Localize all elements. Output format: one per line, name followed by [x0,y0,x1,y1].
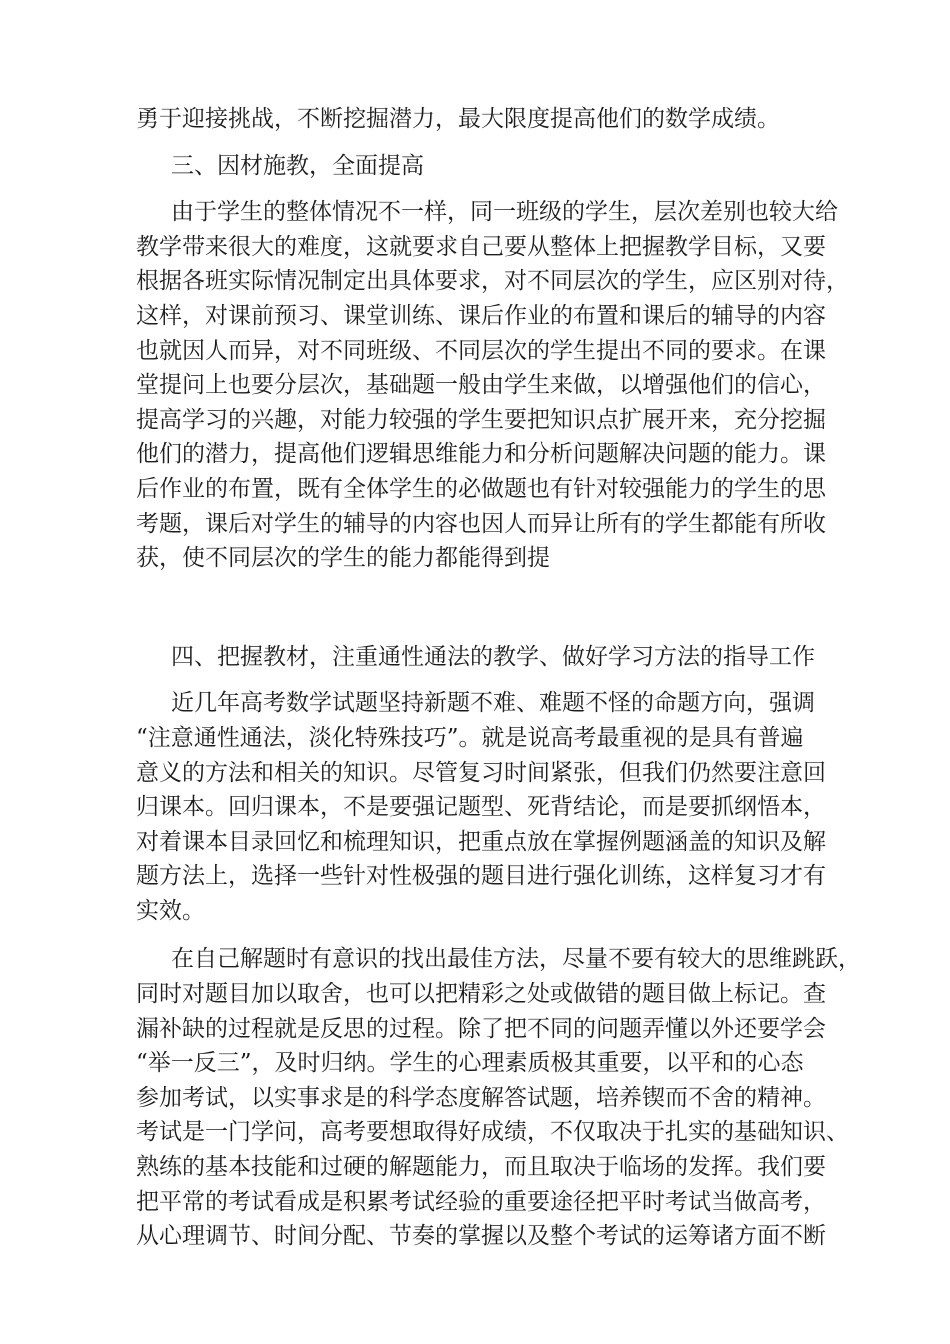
text-line: 参加考试，以实事求是的科学态度解答试题，培养锲而不舍的精神。 [136,1084,826,1111]
text-line: 把平常的考试看成是积累考试经验的重要途径把平时考试当做高考， [136,1188,826,1215]
text-line: 这样，对课前预习、课堂训练、课后作业的布置和课后的辅导的内容 [136,302,826,329]
text-line: 同时对题目加以取舍，也可以把精彩之处或做错的题目做上标记。查 [136,981,826,1008]
text-line: 教学带来很大的难度，这就要求自己要从整体上把握教学目标，又要 [136,233,826,260]
text-line: 在自己解题时有意识的找出最佳方法，尽量不要有较大的思维跳跃， [171,946,861,973]
document-body [136,102,861,1254]
paragraph-4 [136,686,826,928]
text-line: 熟练的基本技能和过硬的解题能力，而且取决于临场的发挥。我们要 [136,1154,826,1181]
text-line: 近几年高考数学试题坚持新题不难、难题不怪的命题方向，强调 [171,690,815,717]
text-line: 由于学生的整体情况不一样，同一班级的学生，层次差别也较大给 [171,199,838,226]
text-line: 获，使不同层次的学生的能力都能得到提 [136,545,550,572]
text-line: 题方法上，选择一些针对性极强的题目进行强化训练，这样复习才有 [136,863,826,890]
text-line: 考题，课后对学生的辅导的内容也因人而异让所有的学生都能有所收 [136,510,826,537]
text-line: 归课本。回归课本，不是要强记题型、死背结论，而是要抓纲悟本， [136,794,826,821]
heading-text: 四、把握教材，注重通性通法的教学、做好学习方法的指导工作 [171,643,815,670]
text-line: “举一反三”，及时归纳。学生的心理素质极其重要，以平和的心态 [136,1050,804,1077]
section-heading-3 [136,149,826,184]
text-line: 意义的方法和相关的知识。尽管复习时间紧张，但我们仍然要注意回 [136,759,826,786]
text-line: 他们的潜力，提高他们逻辑思维能力和分析问题解决问题的能力。课 [136,441,826,468]
text-line: 实效。 [136,897,205,924]
section-heading-4 [136,640,826,675]
paragraph-5 [136,942,861,1253]
text-line: 对着课本目录回忆和梳理知识，把重点放在掌握例题涵盖的知识及解 [136,828,826,855]
text-line: 漏补缺的过程就是反思的过程。除了把不同的问题弄懂以外还要学会 [136,1015,826,1042]
text-line: 后作业的布置，既有全体学生的必做题也有针对较强能力的学生的思 [136,475,826,502]
paragraph-intro [136,102,826,137]
text-line: 提高学习的兴趣，对能力较强的学生要把知识点扩展开来，充分挖掘 [136,406,826,433]
heading-text: 三、因材施教，全面提高 [171,152,424,179]
text-line: “注意通性通法，淡化特殊技巧”。就是说高考最重视的是具有普遍 [136,724,804,751]
paragraph-3 [136,195,849,576]
text-line: 根据各班实际情况制定出具体要求，对不同层次的学生，应区别对待， [136,268,849,295]
text-line: 勇于迎接挑战，不断挖掘潜力，最大限度提高他们的数学成绩。 [136,106,780,132]
text-line: 考试是一门学问，高考要想取得好成绩，不仅取决于扎实的基础知识、 [136,1119,849,1146]
text-line: 堂提问上也要分层次，基础题一般由学生来做，以增强他们的信心， [136,372,826,399]
text-line: 从心理调节、时间分配、节奏的掌握以及整个考试的运筹诸方面不断 [136,1223,826,1250]
text-line: 也就因人而异，对不同班级、不同层次的学生提出不同的要求。在课 [136,337,826,364]
